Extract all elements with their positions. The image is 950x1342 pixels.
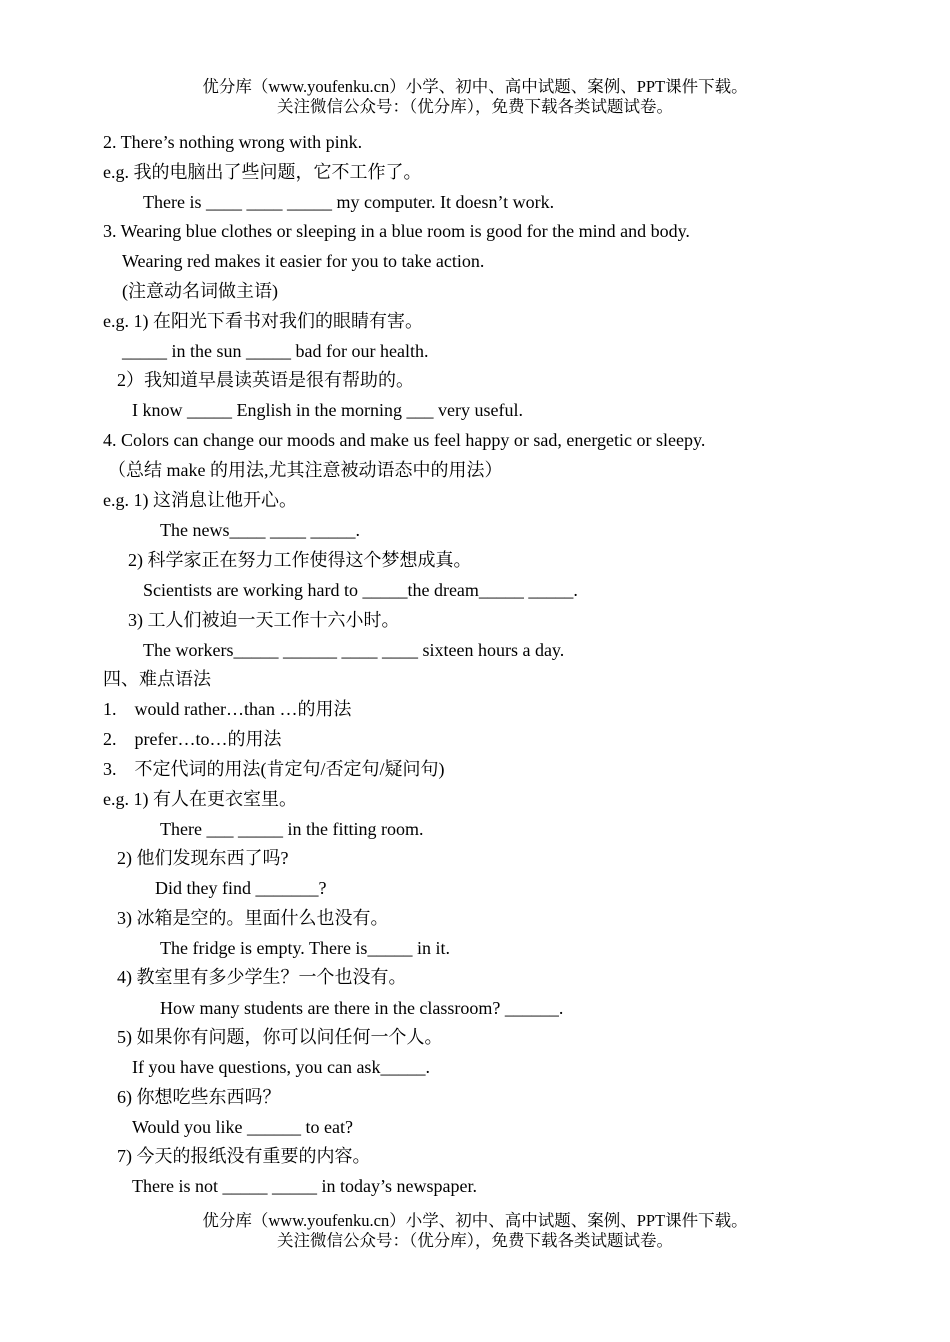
text-line: There ___ _____ in the fitting room.: [160, 819, 424, 839]
text-line: e.g. 1) 这消息让他开心。: [103, 490, 297, 510]
text-line: Scientists are working hard to _____the dream_____ _____.: [143, 580, 578, 600]
text-line: （总结 make 的用法,尤其注意被动语态中的用法）: [108, 460, 503, 480]
text-line: 7) 今天的报纸没有重要的内容。: [117, 1146, 371, 1166]
text-line: Would you like ______ to eat?: [132, 1117, 354, 1137]
text-line: (注意动名词做主语): [122, 281, 278, 301]
text-line: e.g. 1) 在阳光下看书对我们的眼睛有害。: [103, 311, 423, 331]
list-item: 3. 不定代词的用法(肯定句/否定句/疑问句): [103, 759, 445, 779]
footer-line-1: 优分库（www.youfenku.cn）小学、初中、高中试题、案例、PPT课件下载。: [202, 1211, 748, 1230]
text-line: e.g. 1) 有人在更衣室里。: [103, 789, 297, 809]
text-line: 3) 工人们被迫一天工作十六小时。: [128, 610, 400, 630]
text-line: The news____ ____ _____.: [160, 520, 360, 540]
text-line: 3. Wearing blue clothes or sleeping in a blue room is good for the mind and body.: [103, 221, 690, 241]
list-item: 1. would rather…than …的用法: [103, 699, 352, 719]
text-line: There is ____ ____ _____ my computer. It doesn’t work.: [143, 192, 555, 212]
text-line: 2) 他们发现东西了吗?: [117, 848, 289, 868]
text-line: 2）我知道早晨读英语是很有帮助的。: [117, 370, 414, 390]
section-heading: 四、难点语法: [103, 669, 211, 689]
text-line: There is not _____ _____ in today’s newspaper.: [132, 1176, 477, 1196]
text-line: 4) 教室里有多少学生？一个也没有。: [117, 967, 407, 987]
text-line: I know _____ English in the morning ___ very useful.: [132, 400, 523, 420]
footer-line-2: 关注微信公众号：（优分库），免费下载各类试题试卷。: [277, 1231, 673, 1250]
text-line: Did they find _______?: [155, 878, 327, 898]
text-line: 4. Colors can change our moods and make us feel happy or sad, energetic or sleepy.: [103, 430, 706, 450]
header-line-1: 优分库（www.youfenku.cn）小学、初中、高中试题、案例、PPT课件下载。: [202, 77, 748, 96]
text-line: 2) 科学家正在努力工作使得这个梦想成真。: [128, 550, 472, 570]
text-line: The fridge is empty. There is_____ in it.: [160, 938, 450, 958]
text-line: If you have questions, you can ask_____.: [132, 1057, 430, 1077]
text-line: 2. There’s nothing wrong with pink.: [103, 132, 363, 152]
text-line: The workers_____ ______ ____ ____ sixteen hours a day.: [143, 640, 565, 660]
text-line: How many students are there in the classroom? ______.: [160, 998, 564, 1018]
text-line: 3) 冰箱是空的。里面什么也没有。: [117, 908, 389, 928]
header-line-2: 关注微信公众号：（优分库），免费下载各类试题试卷。: [277, 97, 673, 116]
text-line: _____ in the sun _____ bad for our health.: [122, 341, 429, 361]
text-line: e.g. 我的电脑出了些问题，它不工作了。: [103, 162, 422, 182]
text-line: Wearing red makes it easier for you to take action.: [122, 251, 485, 271]
list-item: 2. prefer…to…的用法: [103, 729, 282, 749]
text-line: 6) 你想吃些东西吗？: [117, 1087, 281, 1107]
text-line: 5) 如果你有问题，你可以问任何一个人。: [117, 1027, 443, 1047]
